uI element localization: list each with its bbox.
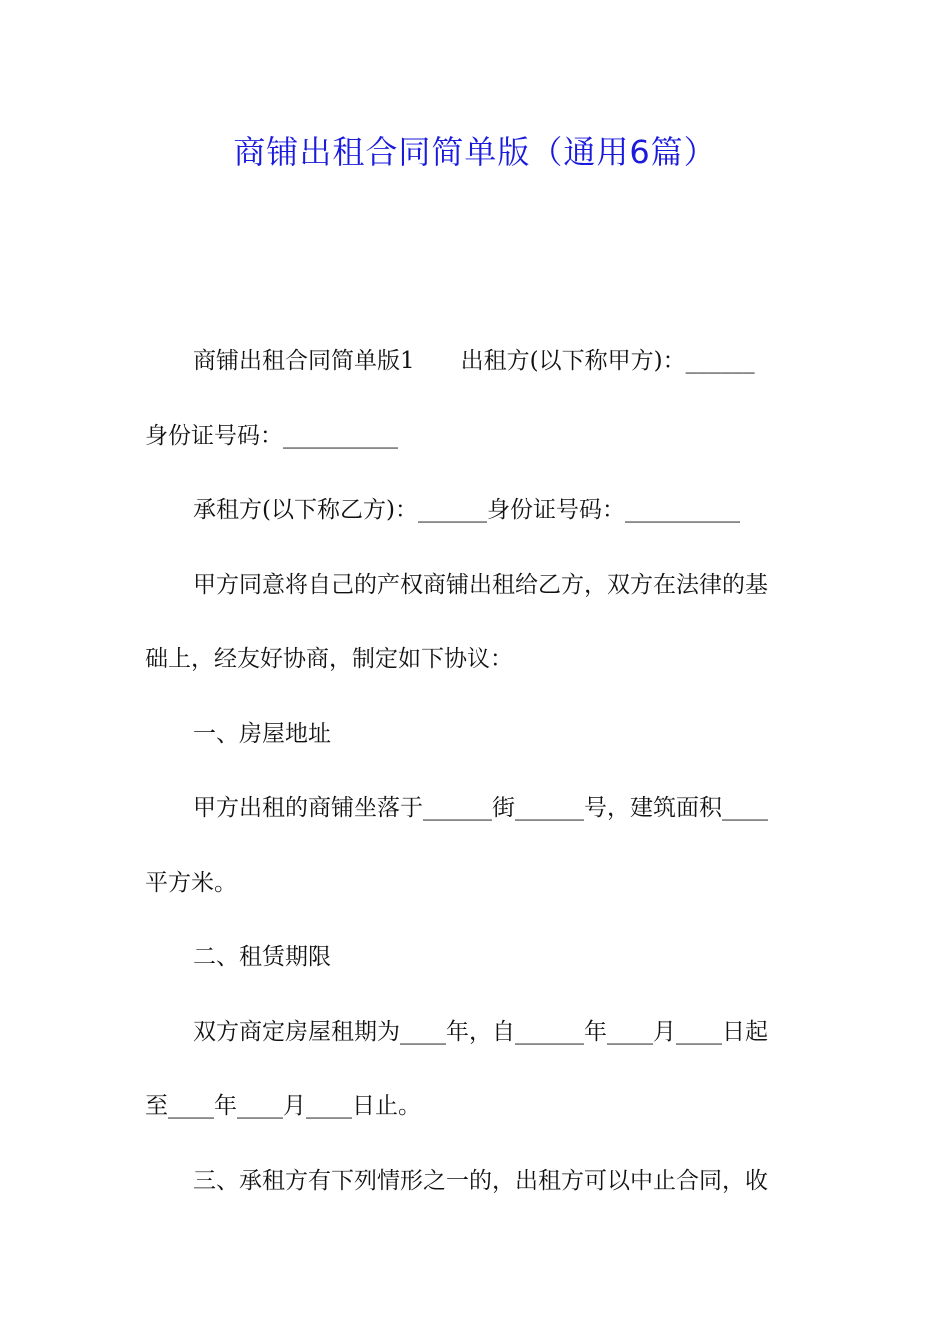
document-title: 商铺出租合同简单版（通用6篇） xyxy=(233,133,717,171)
paragraph-line: 承租方(以下称乙方)：______身份证号码：__________ xyxy=(193,497,740,523)
paragraph-line: 甲方同意将自己的产权商铺出租给乙方，双方在法律的基 xyxy=(193,572,768,598)
section-heading: 一、房屋地址 xyxy=(193,721,331,747)
paragraph-line: 至____年____月____日止。 xyxy=(145,1093,421,1119)
paragraph-line: 平方米。 xyxy=(145,870,237,896)
paragraph-line: 三、承租方有下列情形之一的，出租方可以中止合同，收 xyxy=(193,1168,768,1194)
section-heading: 二、租赁期限 xyxy=(193,944,331,970)
paragraph-line: 础上，经友好协商，制定如下协议： xyxy=(145,646,513,672)
paragraph-line: 身份证号码：__________ xyxy=(145,423,398,449)
paragraph-line: 商铺出租合同简单版1 出租方(以下称甲方)：______ xyxy=(193,348,755,374)
paragraph-line: 双方商定房屋租期为____年，自______年____月____日起 xyxy=(193,1019,768,1045)
paragraph-line: 甲方出租的商铺坐落于______街______号，建筑面积____ xyxy=(193,795,768,821)
